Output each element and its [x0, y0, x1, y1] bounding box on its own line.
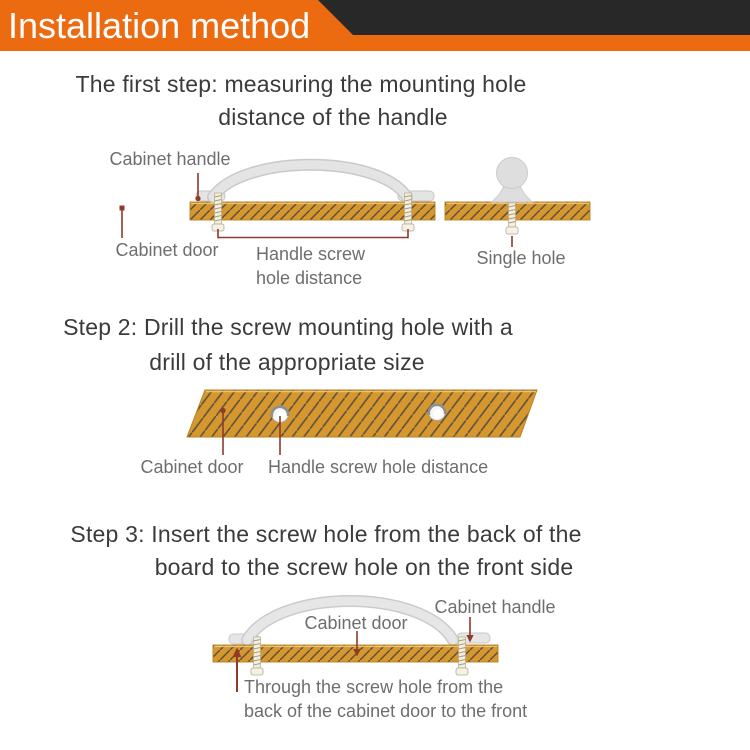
cabinet-door-board — [190, 202, 435, 220]
step1-heading-line1: The first step: measuring the mounting hole — [75, 71, 527, 97]
step1-label-screw-distance-line2: hole distance — [256, 267, 363, 288]
step2-label-screw-distance: Handle screw hole distance — [268, 457, 489, 477]
step3-heading-line2: board to the screw hole on the front side — [154, 554, 574, 580]
up-arrow-icon — [233, 648, 242, 693]
step1-label-cabinet-handle: Cabinet handle — [109, 149, 231, 169]
step1-label-single-hole: Single hole — [476, 248, 566, 268]
cabinet-door-board-right — [445, 202, 590, 220]
step3-label-cabinet-door: Cabinet door — [304, 613, 408, 633]
knob-shape — [492, 158, 532, 203]
step3-through-note — [244, 675, 527, 723]
drilled-hole-right — [429, 404, 446, 421]
step3-label-cabinet-handle: Cabinet handle — [434, 597, 556, 617]
step1-label-screw-distance — [256, 243, 365, 290]
step1-label-cabinet-door: Cabinet door — [115, 240, 219, 260]
pointer-cabinet-handle — [195, 173, 200, 201]
step2-heading-line1: Step 2: Drill the screw mounting hole with a — [63, 314, 513, 340]
page-title: Installation method — [8, 5, 311, 46]
cabinet-handle-shape — [196, 165, 434, 201]
pointer-cabinet-door — [120, 206, 125, 239]
cabinet-door-board — [187, 390, 537, 437]
step3-through-note-line1: Through the screw hole from the — [244, 677, 504, 697]
dimension-line — [218, 229, 408, 238]
step3-through-note-line2: back of the cabinet door to the front — [244, 701, 528, 721]
header-dark-corner — [318, 0, 750, 35]
step3-heading-line1: Step 3: Insert the screw hole from the back of the — [70, 521, 582, 547]
step2-heading-line2: drill of the appropriate size — [149, 349, 425, 375]
step2-label-cabinet-door: Cabinet door — [140, 457, 244, 477]
step1-label-screw-distance-line1: Handle screw — [256, 244, 366, 264]
step1-heading-line2: distance of the handle — [218, 104, 448, 130]
